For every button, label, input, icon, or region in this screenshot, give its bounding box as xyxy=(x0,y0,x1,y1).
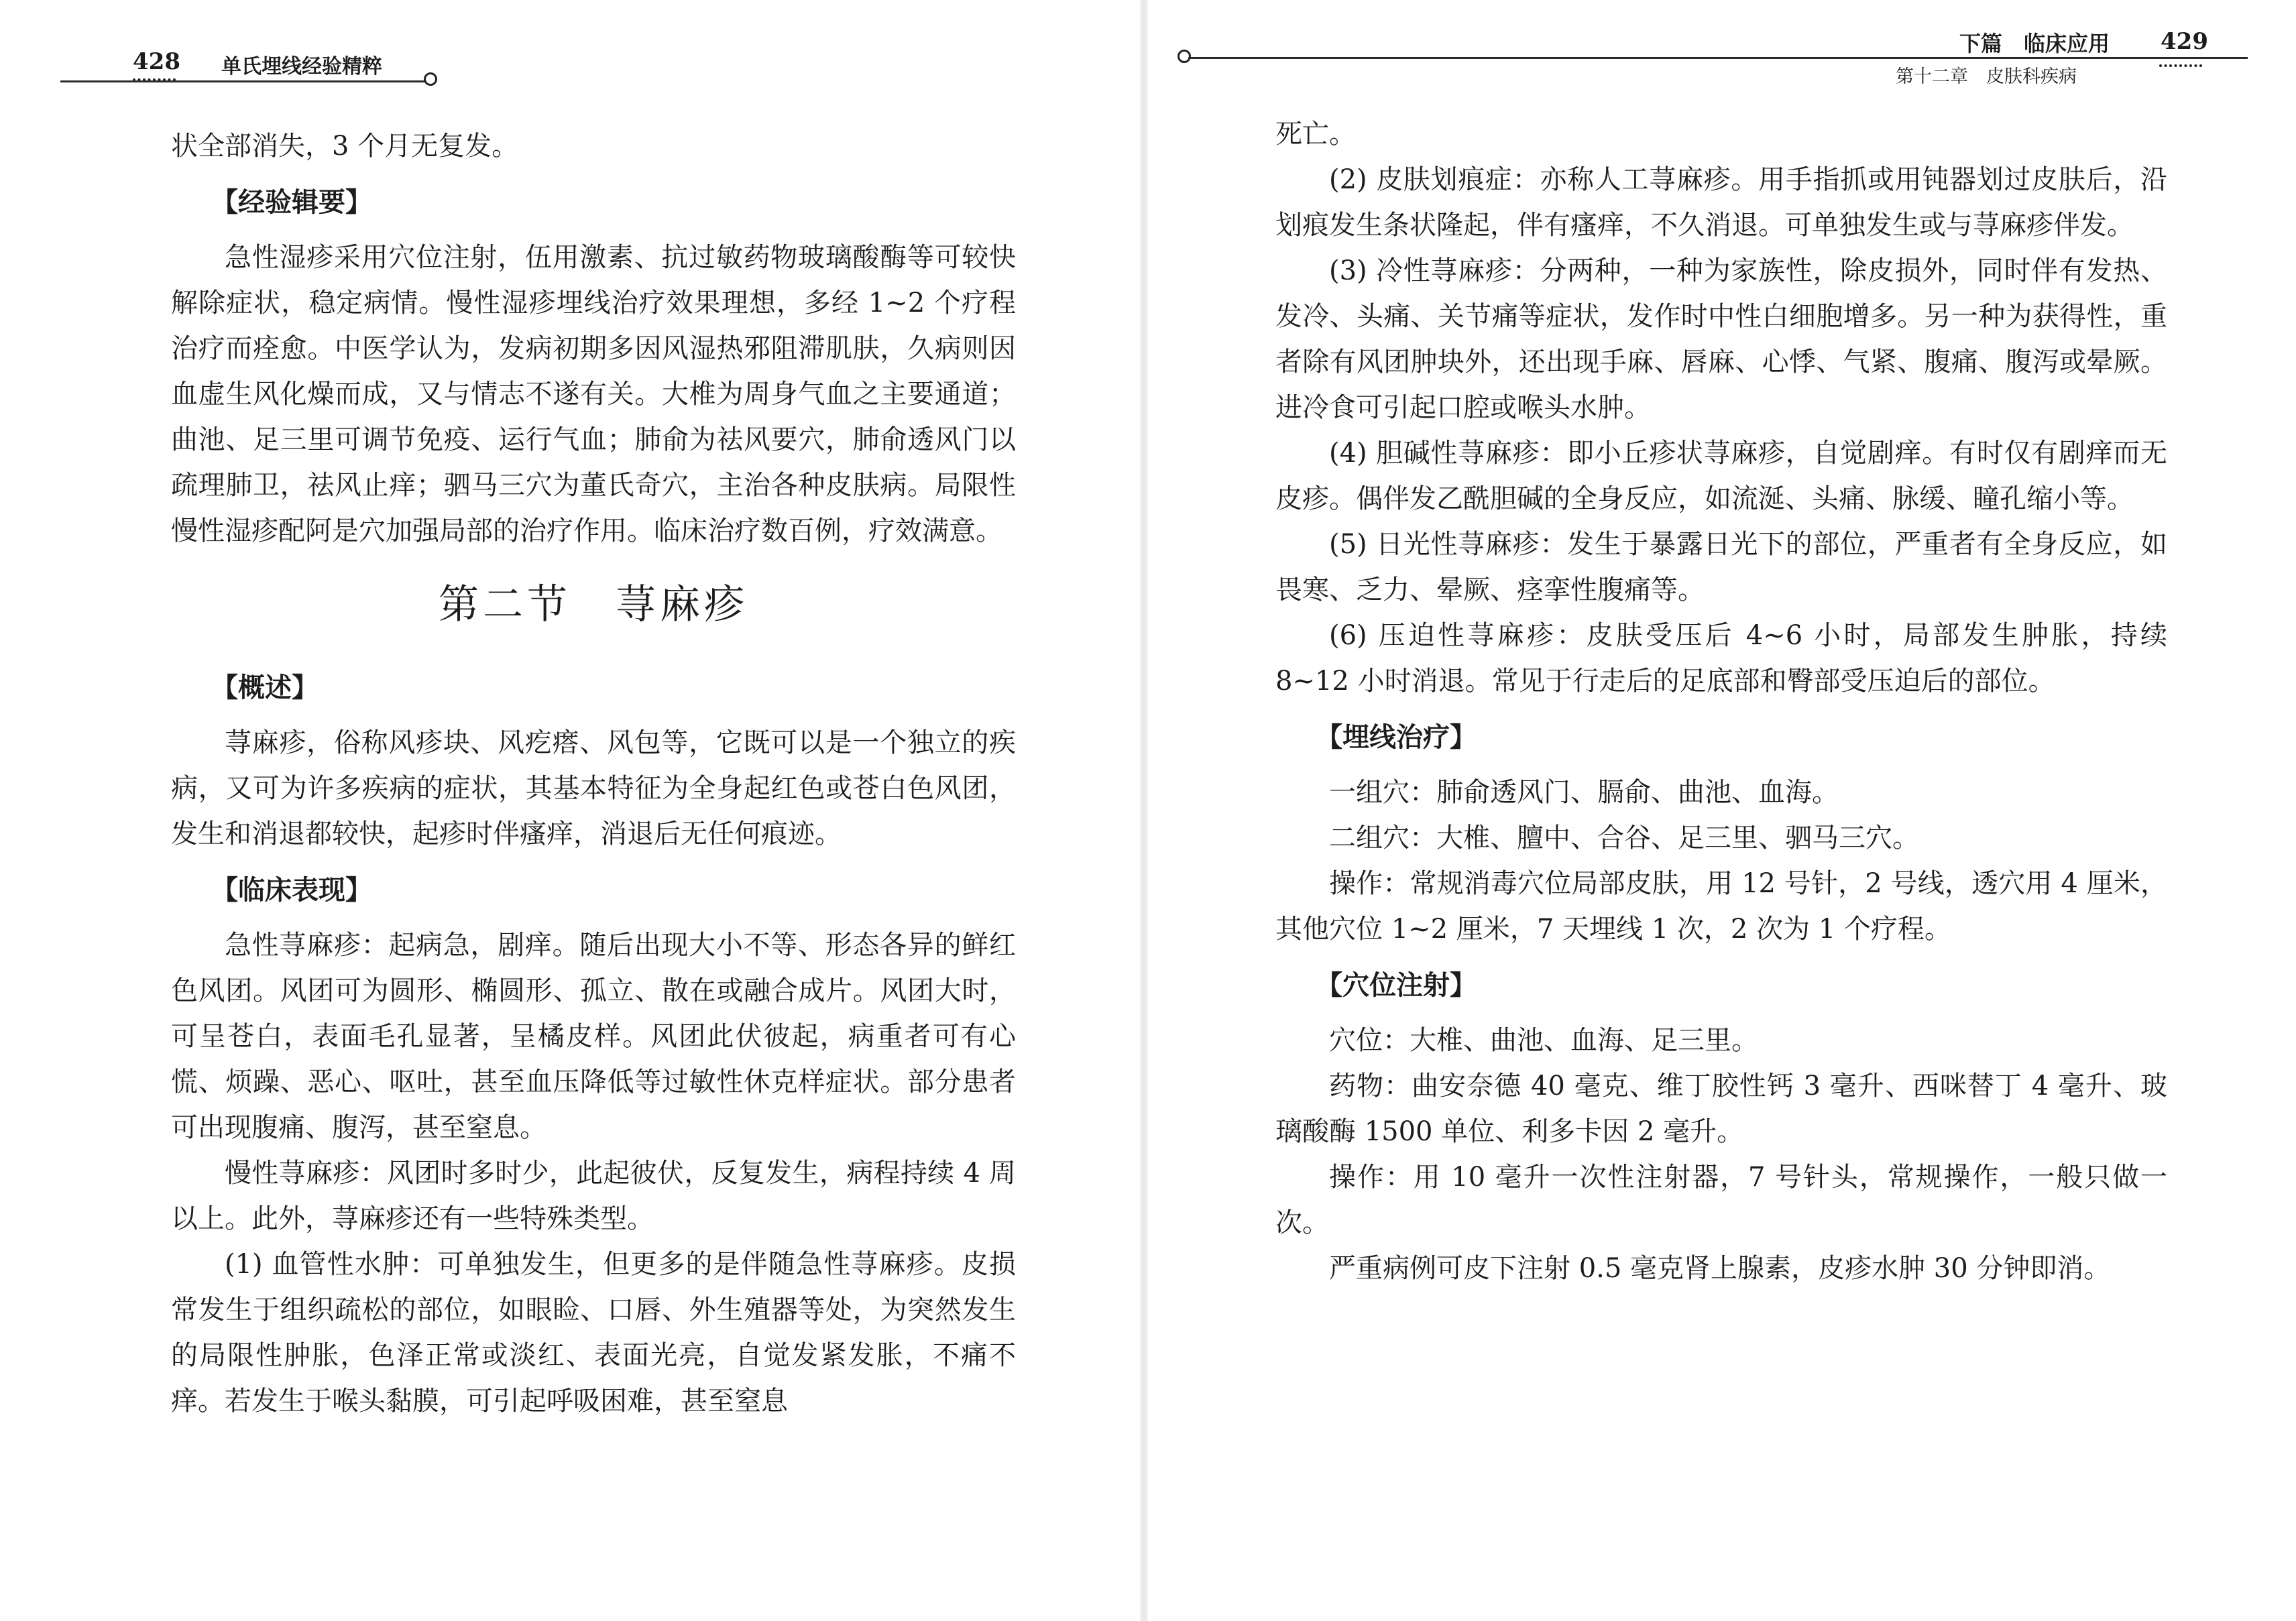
heading-acupoint-injection: 【穴位注射】 xyxy=(1316,970,1477,1001)
heading-clinical-manifestation: 【临床表现】 xyxy=(211,875,372,906)
paragraph: 急性荨麻疹：起病急，剧痒。随后出现大小不等、形态各异的鲜红色风团。风团可为圆形、椭圆形、孤立、散在或融合成片。风团大时，可呈苍白，表面毛孔显著，呈橘皮样。风团此伏彼起，病重者可有心慌、烦躁、恶心、呕吐，甚至血压降低等过敏性休克样症状。部分患者可出现腹痛、腹泻，甚至窒息。 xyxy=(171,930,1016,1143)
right-running-title: 下篇 临床应用 xyxy=(1959,31,2110,56)
left-running-title: 单氏埋线经验精粹 xyxy=(221,55,382,78)
chapter-title: 第十二章 皮肤科疾病 xyxy=(1896,66,2077,87)
paragraph: 一组穴：肺俞透风门、膈俞、曲池、血海。 xyxy=(1329,777,1839,808)
paragraph: (4) 胆碱性荨麻疹：即小丘疹状荨麻疹，自觉剧痒。有时仅有剧痒而无皮疹。偶伴发乙酰胆碱的全身反应，如流涎、头痛、脉缓、瞳孔缩小等。 xyxy=(1275,438,2167,514)
left-text-column xyxy=(171,123,1016,1424)
paragraph: (3) 冷性荨麻疹：分两种，一种为家族性，除皮损外，同时伴有发热、发冷、头痛、关节痛等症状，发作时中性白细胞增多。另一种为获得性，重者除有风团肿块外，还出现手麻、唇麻、心悸、气紧、腹痛、腹泻或晕厥。进冷食可引起口腔或喉头水肿。 xyxy=(1275,255,2167,423)
right-header-rule xyxy=(1188,57,2248,59)
paragraph: (1) 血管性水肿：可单独发生，但更多的是伴随急性荨麻疹。皮损常发生于组织疏松的部位，如眼睑、口唇、外生殖器等处，为突然发生的局限性肿胀，色泽正常或淡红、表面光亮，自觉发紧发胀，不痛不痒。若发生于喉头黏膜，可引起呼吸困难，甚至窒息 xyxy=(171,1249,1016,1417)
right-header-circle-icon xyxy=(1178,50,1191,63)
right-page xyxy=(1148,0,2296,1621)
left-header-circle-icon xyxy=(424,72,437,86)
left-page xyxy=(0,0,1140,1621)
paragraph: 死亡。 xyxy=(1275,119,1356,149)
paragraph: 操作：常规消毒穴位局部皮肤，用 12 号针，2 号线，透穴用 4 厘米，其他穴位 1~2 厘米，7 天埋线 1 次，2 次为 1 个疗程。 xyxy=(1275,868,2167,945)
left-page-number: 428 xyxy=(133,48,180,75)
paragraph: 操作：用 10 毫升一次性注射器，7 号针头，常规操作，一般只做一次。 xyxy=(1275,1162,2167,1238)
paragraph: 药物：曲安奈德 40 毫克、维丁胶性钙 3 毫升、西咪替丁 4 毫升、玻璃酸酶 1500 单位、利多卡因 2 毫升。 xyxy=(1275,1071,2167,1147)
paragraph: 荨麻疹，俗称风疹块、风疙瘩、风包等，它既可以是一个独立的疾病，又可为许多疾病的症状，其基本特征为全身起红色或苍白色风团，发生和消退都较快，起疹时伴瘙痒，消退后无任何痕迹。 xyxy=(171,727,1016,849)
paragraph: 急性湿疹采用穴位注射，伍用激素、抗过敏药物玻璃酸酶等可较快解除症状，稳定病情。慢性湿疹埋线治疗效果理想，多经 1~2 个疗程治疗而痊愈。中医学认为，发病初期多因风湿热邪阻滞肌肤，久病则因血虚生风化燥而成，又与情志不遂有关。大椎为周身气血之主要通道；曲池、足三里可调节免疫、运行气血；肺俞为祛风要穴，肺俞透风门以疏理肺卫，祛风止痒；驷马三穴为董氏奇穴，主治各种皮肤病。局限性慢性湿疹配阿是穴加强局部的治疗作用。临床治疗数百例，疗效满意。 xyxy=(171,242,1016,546)
book-gutter xyxy=(1140,0,1148,1621)
paragraph: 慢性荨麻疹：风团时多时少，此起彼伏，反复发生，病程持续 4 周以上。此外，荨麻疹还有一些特殊类型。 xyxy=(171,1158,1016,1234)
heading-experience-summary: 【经验辑要】 xyxy=(211,187,372,218)
left-header-rule xyxy=(60,80,426,82)
paragraph: 严重病例可皮下注射 0.5 毫克肾上腺素，皮疹水肿 30 分钟即消。 xyxy=(1329,1253,2111,1284)
paragraph: 状全部消失，3 个月无复发。 xyxy=(171,131,519,162)
paragraph: 二组穴：大椎、膻中、合谷、足三里、驷马三穴。 xyxy=(1329,823,1919,853)
heading-embedding-treatment: 【埋线治疗】 xyxy=(1316,722,1477,753)
paragraph: (2) 皮肤划痕症：亦称人工荨麻疹。用手指抓或用钝器划过皮肤后，沿划痕发生条状隆起，伴有瘙痒，不久消退。可单独发生或与荨麻疹伴发。 xyxy=(1275,164,2167,241)
heading-overview: 【概述】 xyxy=(211,672,319,703)
right-text-column xyxy=(1275,111,2167,1291)
paragraph: 穴位：大椎、曲池、血海、足三里。 xyxy=(1329,1025,1758,1056)
right-header-dots xyxy=(2159,64,2202,70)
paragraph: (6) 压迫性荨麻疹：皮肤受压后 4~6 小时，局部发生肿胀，持续 8~12 小时消退。常见于行走后的足底部和臀部受压迫后的部位。 xyxy=(1275,620,2167,697)
section-title: 第二节 荨麻疹 xyxy=(439,581,748,628)
right-page-number: 429 xyxy=(2161,28,2208,55)
paragraph: (5) 日光性荨麻疹：发生于暴露日光下的部位，严重者有全身反应，如畏寒、乏力、晕厥、痉挛性腹痛等。 xyxy=(1275,529,2167,605)
